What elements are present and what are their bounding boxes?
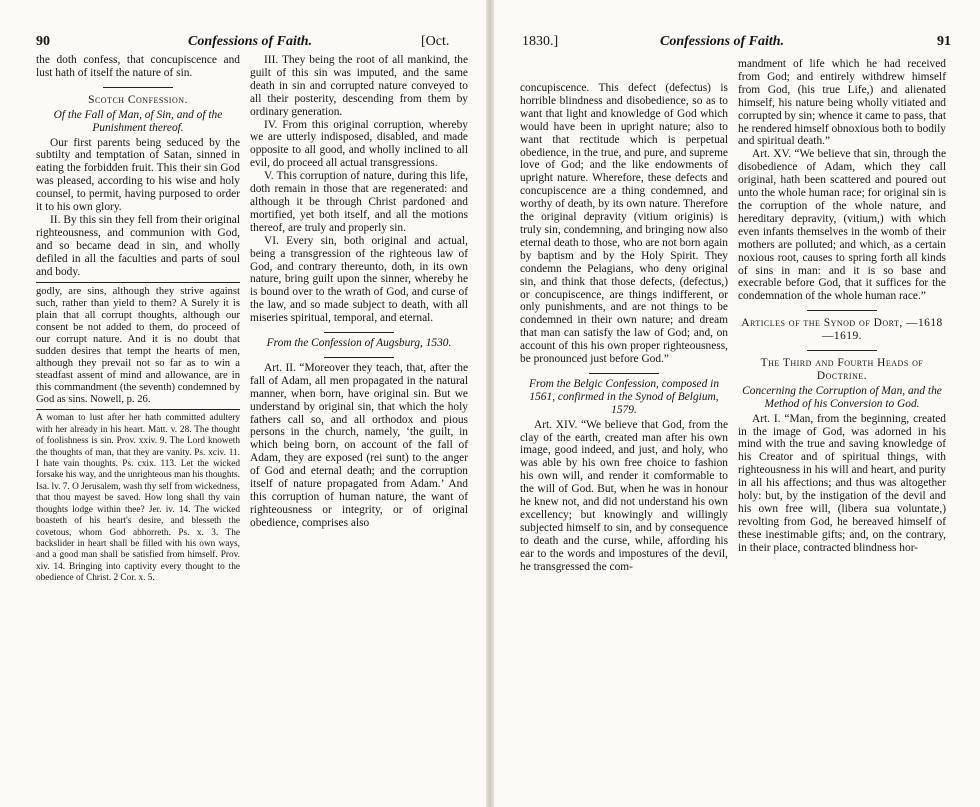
section-subheading: Concerning the Corruption of Man, and the Method of his Conversion to God. <box>742 384 942 410</box>
right-column-2 <box>738 58 946 555</box>
section-heading: Articles of the Synod of Dort, —1618—1619. <box>741 317 943 343</box>
paragraph: mandment of life which he had received from God; and entirely withdrew himself from God, (his true Life,) and alienated himself, his nature being wholly vitiated and corrupted by sin; whence it came to pass, that he rendered himself obnoxious both to bodily and spiritual death.” <box>738 58 946 148</box>
paragraph: II. By this sin they fell from their original righteousness, and communion with God, and so became dead in sin, and wholly defiled in all the faculties and parts of soul and body. <box>36 213 240 278</box>
section-rule <box>807 350 877 351</box>
paragraph: V. This corruption of nature, during this life, doth remain in those that are regenerated: and although it be through Christ pardoned and mortified, yet both itself, and all the motions thereof, are truly and properly sin. <box>250 170 468 234</box>
right-column-1 <box>520 82 728 574</box>
left-page <box>0 0 488 807</box>
section-rule <box>324 357 394 358</box>
left-column-1 <box>36 54 240 585</box>
source-heading: From the Confession of Augsburg, 1530. <box>266 337 452 350</box>
footnote-scripture: A woman to lust after her hath committed adultery with her already in his heart. Matt. v. 28. The thought of foolishness is sin. Prov. xxiv. 9. The Lord knoweth the thoughts of man, that they are vanity. Ps. xciv. 11. I hate vain thoughts. Ps. cxix. 113. Let the wicked forsake his way, and the unrighteous man his thoughts. Isa. lv. 7. O Jerusalem, wash thy self from wickedness, that thou mayest be saved. How long shall thy vain thoughts lodge within thee? Jer. iv. 14. The wicked boasteth of his heart's desire, and blesseth the covetous, whom God abhorreth. Ps. x. 3. The backslider in heart shall be filled with his own ways, and a good man shall be satisfied from himself. Prov. xiv. 14. Bringing into captivity every thought to the obedience of Christ. 2 Cor. x. 5. <box>36 413 240 584</box>
source-heading: From the Belgic Confession, composed in 1561, confirmed in the Synod of Belgium, 1579. <box>528 377 720 416</box>
paragraph: IV. From this original corruption, whereby we are utterly indisposed, disabled, and made opposite to all good, and wholly inclined to all evil, do proceed all actual transgressions. <box>250 118 468 170</box>
footnote: godly, are sins, although they strive against such, rather than yield to them? A Surely it is plain that all corrupt thoughts, although our consent be not added to them, do proceed of our corrupt nature. And it is no doubt that sudden desires that tempt the hearts of men, although they prevail not so far as to win a steadfast assent of mind and allowance, are in this commandment (the seventh) condemned by God as sins. Nowell, p. 26. <box>36 285 240 406</box>
opening-text: the doth confess, that concupiscence and lust hath of itself the nature of sin. <box>36 54 240 79</box>
paragraph: III. They being the root of all mankind, the guilt of this sin was imputed, and the same death in sin and corrupted nature conveyed to all their posterity, descending from them by ordinary generation. <box>250 54 468 118</box>
section-heading: Scotch Confession. <box>88 93 188 106</box>
page-date: [Oct. <box>421 34 450 49</box>
section-subheading: Of the Fall of Man, of Sin, and of the Punishment thereof. <box>53 108 223 134</box>
page-number: 90 <box>36 34 50 49</box>
paragraph: Art. II. “Moreover they teach, that, after the fall of Adam, all men propagated in the natural manner, when born, have original sin. But we understand by original sin, that which the holy fathers call so, and all orthodox and pious persons in the church, namely, ‘the guilt, in which being born, on account of the fall of Adam, they are exposed (rei sunt) to the anger of God and eternal death; and the corruption itself of nature propagated from Adam.’ And this corruption of human nature, the want of righteousness or integrity, or of original obedience, comprises also <box>250 361 468 529</box>
left-page-header <box>0 34 488 54</box>
section-rule <box>807 310 877 311</box>
section-heading: The Third and Fourth Heads of Doctrine. <box>760 357 924 382</box>
footnote-rule <box>36 282 240 283</box>
paragraph: VI. Every sin, both original and actual, being a transgression of the righteous law of God, and contrary thereunto, doth, in its own nature, bring guilt upon the sinner, whereby he is bound over to the wrath of God, and curse of the law, and so made subject to death, with all miseries spiritual, temporal, and eternal. <box>250 234 468 325</box>
section-rule <box>589 373 659 374</box>
page-date: 1830.] <box>522 34 559 49</box>
left-column-2 <box>250 54 468 530</box>
running-title: Confessions of Faith. <box>188 34 313 49</box>
page-number: 91 <box>937 34 951 49</box>
section-rule <box>324 332 394 333</box>
paragraph: Art. XV. “We believe that sin, through the disobedience of Adam, which they call original, hath been scattered and poured out unto the whole human race; for original sin is the corruption of the whole nature, and hereditary depravity, (vitium,) with which even infants themselves in the womb of their mothers are polluted; and which, as a certain noxious root, causes to spring forth all kinds of sins in man: and it is so base and execrable before God, that it suffices for the condemnation of the whole human race.” <box>738 148 946 303</box>
footnote-rule <box>36 409 240 410</box>
paragraph: Art. I. “Man, from the beginning, created in the image of God, was adorned in his mind with the true and saving knowledge of his Creator and of spiritual things, with righteousness in his will and heart, and purity in all his affections; and thus was altogether holy: but, by the instigation of the devil and his own free will, (libera sua voluntate,) revolting from God, he bereaved himself of these inestimable gifts; and, on the contrary, in their place, contracted blindness hor- <box>738 412 946 554</box>
running-title: Confessions of Faith. <box>660 34 785 49</box>
paragraph: Art. XIV. “We believe that God, from the clay of the earth, created man after his own image, good indeed, and just, and holy, who was able by his own free choice to fashion his own will, and render it comformable to the will of God. But, when he was in honour he knew not, and did not understand his own excellency; but knowingly and willingly subjected himself to sin, and by consequence to death and the curse, while, affording his ear to the words and impostures of the devil, he transgressed the com- <box>520 418 728 573</box>
paragraph: concupiscence. This defect (defectus) is horrible blindness and disobedience, so as to want that light and knowledge of God which would have been in upright nature; also to want that rectitude which is perpetual obedience, in the true, and pure, and supreme love of God; and the like endowments of upright nature. Wherefore, these defects and concupiscence are a thing condemned, and worthy of death, by its own nature. Therefore the original depravity (vitium originis) is truly sin, condemning, and bringing now also eternal death to those, who are not born again by baptism and by the Holy Spirit. They condemn the Pelagians, who deny original sin, and think that those defects, (defectus,) or concupiscence, are things indifferent, or only punishments, and are not things to be condemned in their own nature; and dream that man can satisfy the law of God; and, on account of this his own proper righteousness, be pronounced just before God.” <box>520 82 728 366</box>
right-page <box>492 0 980 807</box>
paragraph: Our first parents being seduced by the subtilty and temptation of Satan, sinned in eating the forbidden fruit. This their sin God was pleased, according to his wise and holy counsel, to permit, having purposed to order it to his own glory. <box>36 136 240 214</box>
section-rule <box>103 87 173 88</box>
right-page-header <box>492 34 980 54</box>
